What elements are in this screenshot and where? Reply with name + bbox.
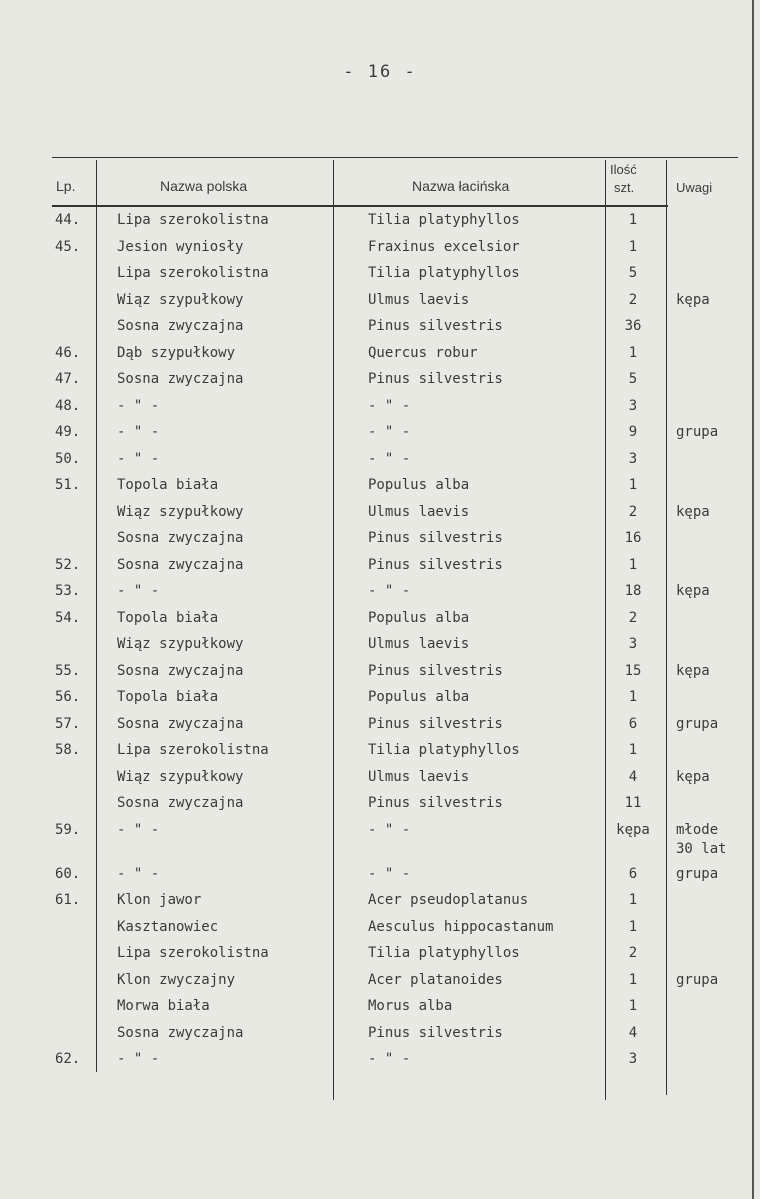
quantity-cell: 11 (624, 795, 642, 811)
polish-name-cell: Kasztanowiec (117, 919, 219, 935)
latin-name-cell: Tilia platyphyllos (368, 742, 520, 758)
row-number-cell: 44. (55, 212, 81, 228)
polish-name-cell: Dąb szypułkowy (117, 345, 236, 361)
latin-name-cell: Aesculus hippocastanum (368, 919, 554, 935)
latin-name-cell: Pinus silvestris (368, 530, 503, 546)
row-number-cell: 54. (55, 610, 81, 626)
quantity-cell: 1 (628, 892, 638, 908)
latin-name-cell: Pinus silvestris (368, 1025, 503, 1041)
latin-name-cell: Pinus silvestris (368, 663, 503, 679)
polish-name-cell: Topola biała (117, 689, 219, 705)
quantity-cell: 1 (628, 998, 638, 1014)
row-number-cell: 60. (55, 866, 81, 882)
quantity-cell: 5 (628, 265, 638, 281)
row-number-cell: 53. (55, 583, 81, 599)
page-number: - 16 - (343, 62, 417, 82)
polish-name-cell: Sosna zwyczajna (117, 795, 244, 811)
polish-name-cell: Sosna zwyczajna (117, 663, 244, 679)
quantity-cell: 1 (628, 477, 638, 493)
quantity-cell: 16 (624, 530, 642, 546)
row-number-cell: 52. (55, 557, 81, 573)
polish-name-cell: Morwa biała (117, 998, 210, 1014)
notes-cell: grupa (676, 866, 719, 882)
quantity-cell: 1 (628, 557, 638, 573)
quantity-cell: 1 (628, 239, 638, 255)
quantity-cell: 1 (628, 742, 638, 758)
quantity-cell: 1 (628, 689, 638, 705)
notes-cell: 30 lat (676, 841, 727, 857)
quantity-cell: 3 (628, 451, 638, 467)
notes-cell: kępa (676, 504, 710, 520)
latin-name-cell: Pinus silvestris (368, 371, 503, 387)
latin-name-cell: Pinus silvestris (368, 716, 503, 732)
latin-name-cell: - " - (368, 822, 411, 838)
notes-cell: kępa (676, 292, 710, 308)
polish-name-cell: Sosna zwyczajna (117, 318, 244, 334)
latin-name-cell: Ulmus laevis (368, 292, 470, 308)
polish-name-cell: - " - (117, 424, 160, 440)
polish-name-cell: Klon jawor (117, 892, 202, 908)
polish-name-cell: Wiąz szypułkowy (117, 292, 244, 308)
polish-name-cell: Topola biała (117, 610, 219, 626)
quantity-cell: 36 (624, 318, 642, 334)
polish-name-cell: Lipa szerokolistna (117, 265, 269, 281)
quantity-cell: 2 (628, 945, 638, 961)
latin-name-cell: - " - (368, 451, 411, 467)
latin-name-cell: Acer pseudoplatanus (368, 892, 529, 908)
polish-name-cell: Sosna zwyczajna (117, 1025, 244, 1041)
quantity-cell: 1 (628, 345, 638, 361)
quantity-cell: 6 (628, 866, 638, 882)
table-top-rule (52, 157, 738, 158)
quantity-cell: 9 (628, 424, 638, 440)
latin-name-cell: Pinus silvestris (368, 795, 503, 811)
polish-name-cell: - " - (117, 583, 160, 599)
notes-cell: kępa (676, 663, 710, 679)
latin-name-cell: - " - (368, 583, 411, 599)
notes-cell: grupa (676, 716, 719, 732)
row-number-cell: 49. (55, 424, 81, 440)
header-latin-name: Nazwa łacińska (412, 178, 510, 194)
quantity-cell: 15 (624, 663, 642, 679)
latin-name-cell: Acer platanoides (368, 972, 503, 988)
notes-cell: kępa (676, 583, 710, 599)
row-number-cell: 62. (55, 1051, 81, 1067)
polish-name-cell: Wiąz szypułkowy (117, 769, 244, 785)
latin-name-cell: - " - (368, 1051, 411, 1067)
row-number-cell: 55. (55, 663, 81, 679)
quantity-cell: 1 (628, 972, 638, 988)
polish-name-cell: Sosna zwyczajna (117, 716, 244, 732)
polish-name-cell: Lipa szerokolistna (117, 212, 269, 228)
polish-name-cell: Jesion wyniosły (117, 239, 244, 255)
latin-name-cell: Ulmus laevis (368, 636, 470, 652)
row-number-cell: 58. (55, 742, 81, 758)
latin-name-cell: - " - (368, 424, 411, 440)
quantity-cell: 1 (628, 919, 638, 935)
polish-name-cell: - " - (117, 451, 160, 467)
header-quantity-line1: Ilość (610, 162, 637, 177)
row-number-cell: 51. (55, 477, 81, 493)
polish-name-cell: - " - (117, 398, 160, 414)
row-number-cell: 48. (55, 398, 81, 414)
row-number-cell: 57. (55, 716, 81, 732)
quantity-cell: 2 (628, 292, 638, 308)
quantity-cell: 18 (624, 583, 642, 599)
latin-name-cell: Tilia platyphyllos (368, 265, 520, 281)
polish-name-cell: Lipa szerokolistna (117, 945, 269, 961)
quantity-cell: 1 (628, 212, 638, 228)
quantity-cell: 5 (628, 371, 638, 387)
polish-name-cell: Wiąz szypułkowy (117, 504, 244, 520)
notes-cell: grupa (676, 424, 719, 440)
latin-name-cell: Tilia platyphyllos (368, 212, 520, 228)
quantity-cell: 4 (628, 1025, 638, 1041)
latin-name-cell: Ulmus laevis (368, 504, 470, 520)
latin-name-cell: Pinus silvestris (368, 557, 503, 573)
quantity-cell: 3 (628, 398, 638, 414)
polish-name-cell: Sosna zwyczajna (117, 371, 244, 387)
col-divider-polish (333, 160, 334, 1100)
quantity-cell: 6 (628, 716, 638, 732)
notes-cell: młode (676, 822, 719, 838)
col-divider-qty (666, 160, 667, 1095)
header-bottom-rule (52, 205, 668, 207)
polish-name-cell: Topola biała (117, 477, 219, 493)
polish-name-cell: - " - (117, 822, 160, 838)
header-lp: Lp. (56, 178, 76, 194)
row-number-cell: 59. (55, 822, 81, 838)
row-number-cell: 61. (55, 892, 81, 908)
latin-name-cell: Populus alba (368, 477, 470, 493)
quantity-cell: 3 (628, 636, 638, 652)
latin-name-cell: - " - (368, 398, 411, 414)
latin-name-cell: Populus alba (368, 610, 470, 626)
row-number-cell: 46. (55, 345, 81, 361)
polish-name-cell: - " - (117, 1051, 160, 1067)
latin-name-cell: Morus alba (368, 998, 453, 1014)
latin-name-cell: Fraxinus excelsior (368, 239, 520, 255)
header-notes: Uwagi (676, 180, 713, 195)
col-divider-lp (96, 160, 97, 1072)
latin-name-cell: Pinus silvestris (368, 318, 503, 334)
quantity-cell: kępa (616, 822, 650, 838)
page-edge (752, 0, 754, 1199)
quantity-cell: 4 (628, 769, 638, 785)
row-number-cell: 56. (55, 689, 81, 705)
header-quantity-line2: szt. (614, 180, 635, 195)
polish-name-cell: Klon zwyczajny (117, 972, 236, 988)
latin-name-cell: - " - (368, 866, 411, 882)
row-number-cell: 45. (55, 239, 81, 255)
polish-name-cell: Sosna zwyczajna (117, 530, 244, 546)
row-number-cell: 50. (55, 451, 81, 467)
polish-name-cell: Lipa szerokolistna (117, 742, 269, 758)
notes-cell: grupa (676, 972, 719, 988)
latin-name-cell: Ulmus laevis (368, 769, 470, 785)
quantity-cell: 2 (628, 504, 638, 520)
quantity-cell: 2 (628, 610, 638, 626)
polish-name-cell: Wiąz szypułkowy (117, 636, 244, 652)
latin-name-cell: Populus alba (368, 689, 470, 705)
quantity-cell: 3 (628, 1051, 638, 1067)
polish-name-cell: - " - (117, 866, 160, 882)
latin-name-cell: Tilia platyphyllos (368, 945, 520, 961)
latin-name-cell: Quercus robur (368, 345, 478, 361)
polish-name-cell: Sosna zwyczajna (117, 557, 244, 573)
row-number-cell: 47. (55, 371, 81, 387)
notes-cell: kępa (676, 769, 710, 785)
header-polish-name: Nazwa polska (160, 178, 248, 194)
col-divider-latin (605, 160, 606, 1100)
